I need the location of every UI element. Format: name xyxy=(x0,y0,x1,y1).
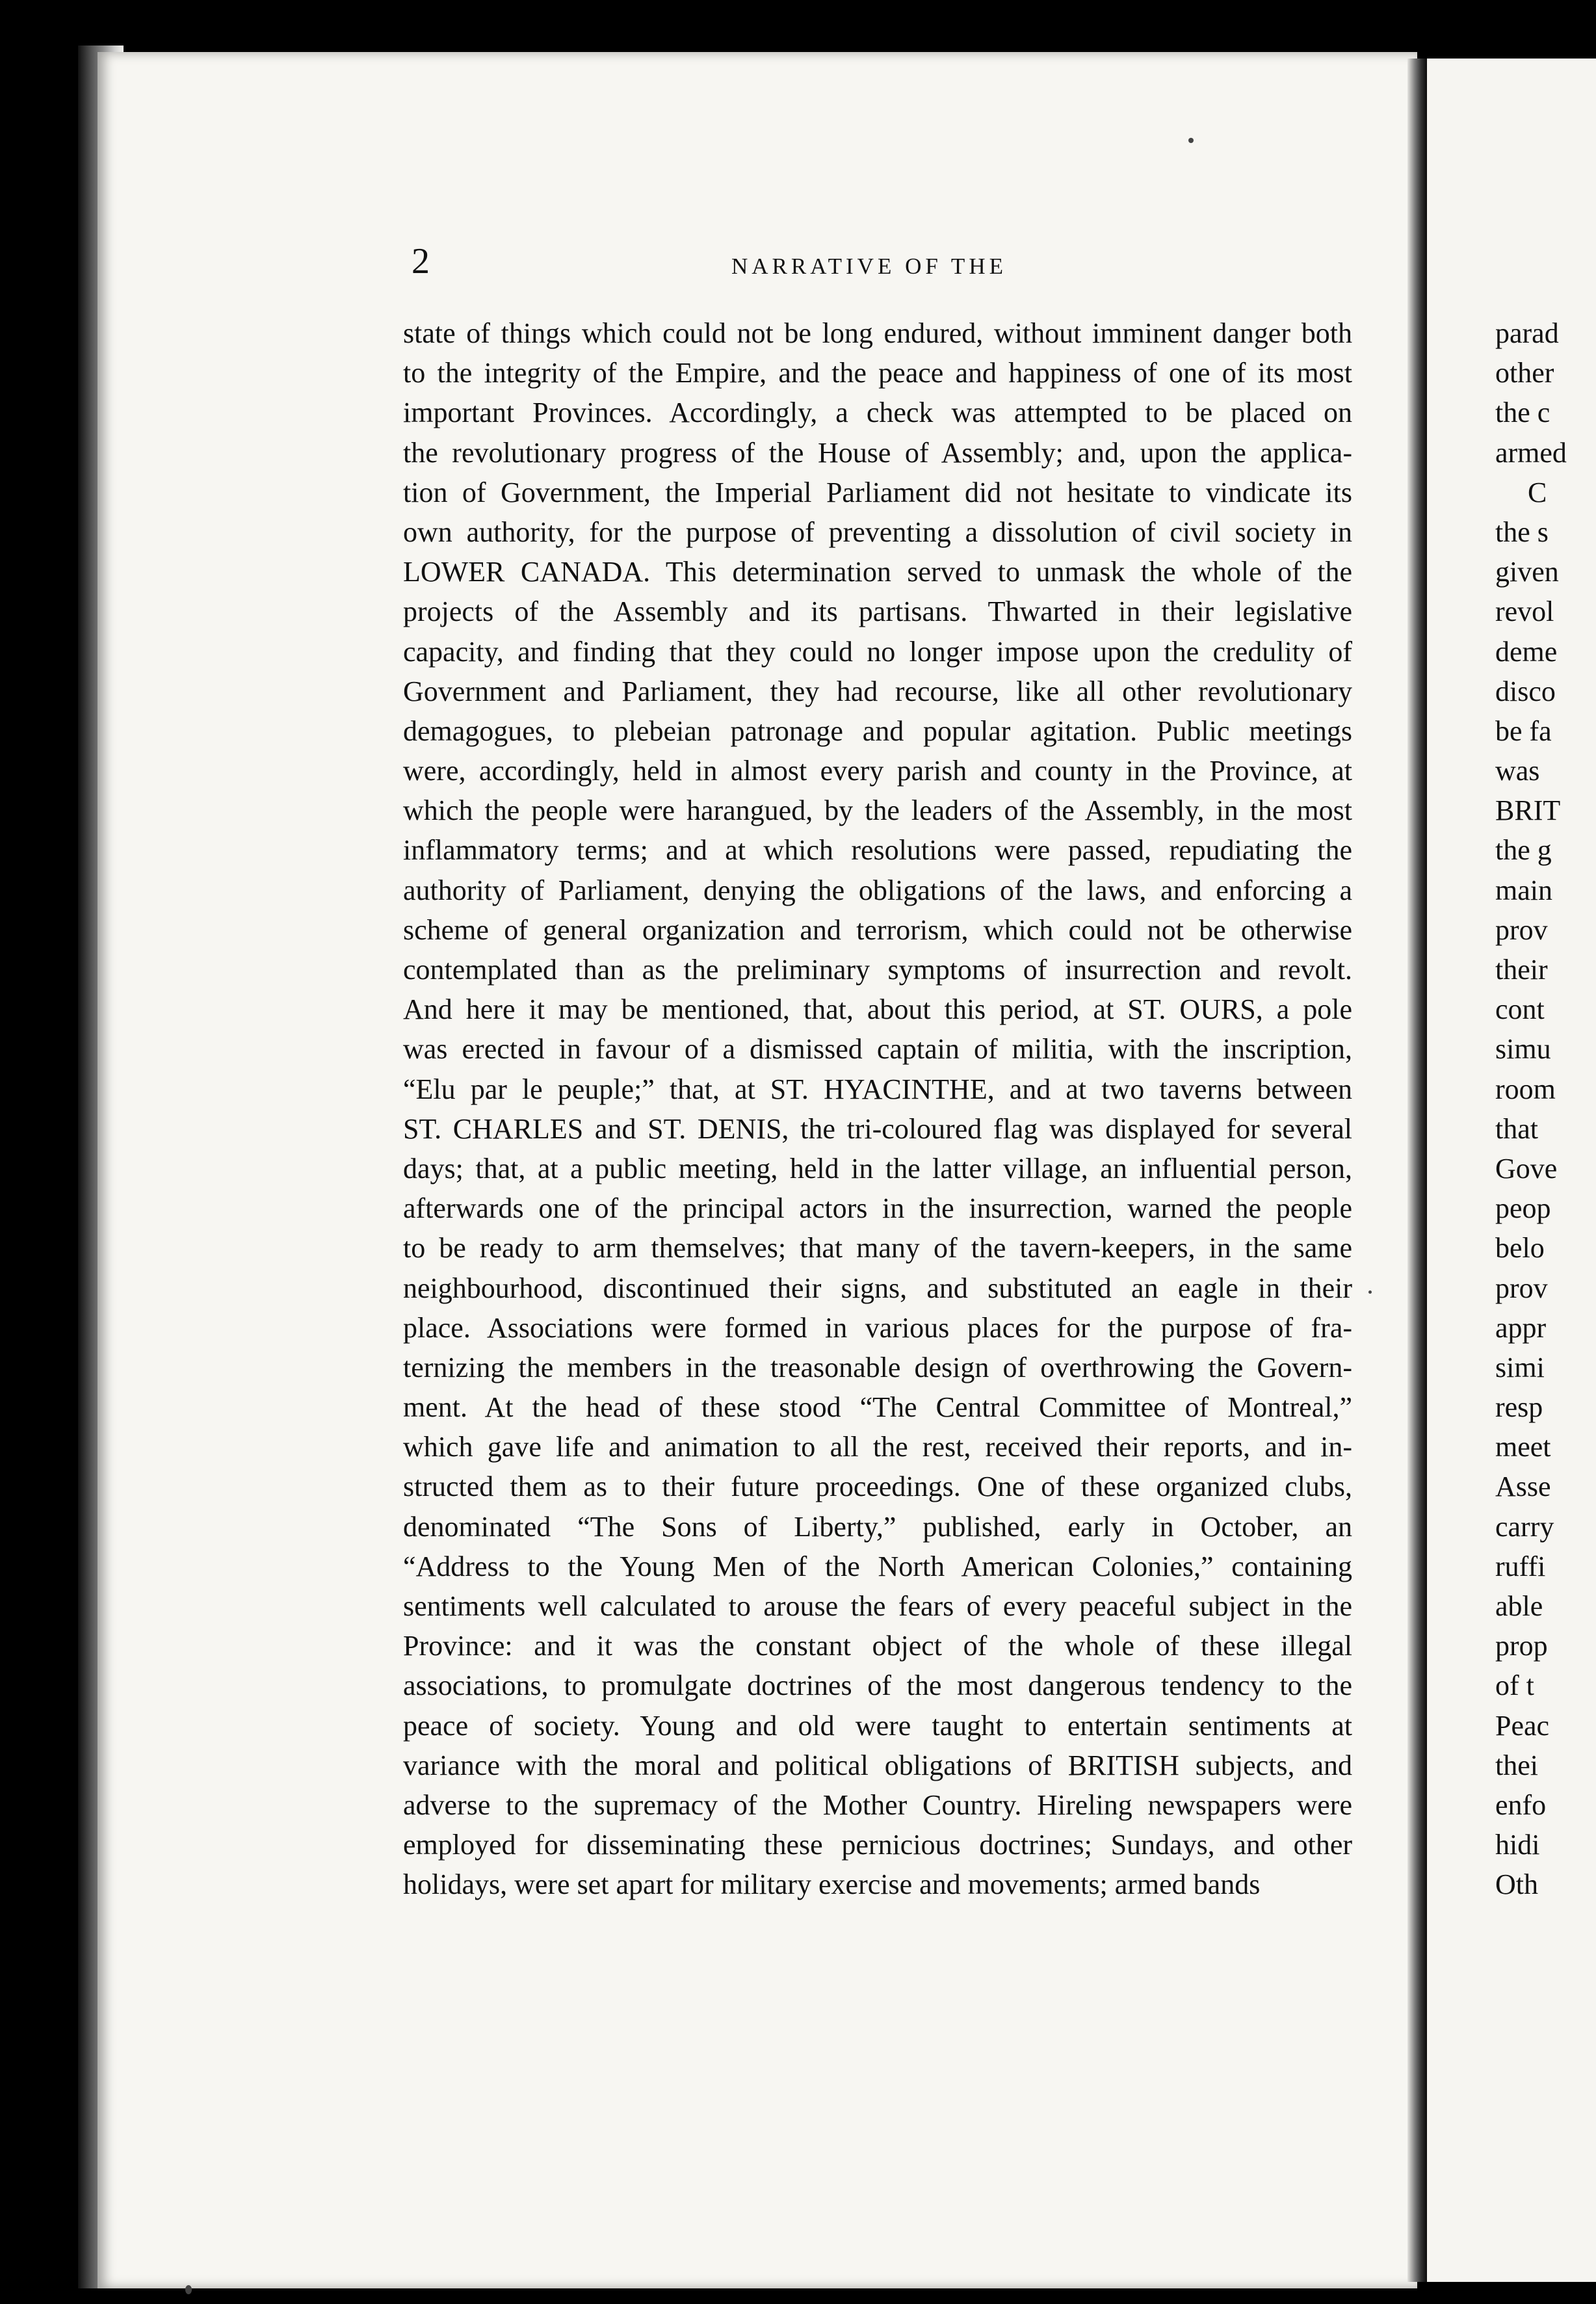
text-line: adverse to the supremacy of the Mother Country. Hireling newspapers were xyxy=(403,1788,1352,1821)
right-page-fragment: simi xyxy=(1495,1351,1545,1383)
right-page-fragment: Oth xyxy=(1495,1868,1538,1901)
right-page-fragment: disco xyxy=(1495,675,1556,707)
text-line: authority of Parliament, denying the obligations of the laws, and enforcing a xyxy=(403,874,1352,906)
text-line: afterwards one of the principal actors in the insurrection, warned the people xyxy=(403,1192,1352,1225)
right-page-fragment: prov xyxy=(1495,913,1548,946)
text-line: Government and Parliament, they had recourse, like all other revolutionary xyxy=(403,675,1352,707)
text-line: capacity, and finding that they could no longer impose upon the credulity of xyxy=(403,635,1352,668)
right-page-fragment: peop xyxy=(1495,1192,1551,1225)
right-page-fragment: main xyxy=(1495,874,1552,906)
right-page-fragment: parad xyxy=(1495,317,1559,349)
text-line: ternizing the members in the treasonable design of overthrowing the Govern- xyxy=(403,1351,1352,1383)
right-page-fragment: Gove xyxy=(1495,1152,1558,1185)
text-line: ment. At the head of these stood “The Central Committee of Montreal,” xyxy=(403,1391,1352,1424)
right-page-fragment: deme xyxy=(1495,635,1558,668)
speck xyxy=(1188,138,1194,143)
right-page-fragment: cont xyxy=(1495,993,1545,1026)
right-page-fragment: Asse xyxy=(1495,1471,1551,1503)
right-page-fragment: was xyxy=(1495,755,1540,787)
right-page-fragment: revol xyxy=(1495,596,1554,628)
text-line: the revolutionary progress of the House of Assembly; and, upon the applica- xyxy=(403,436,1352,469)
right-page-fragment: prop xyxy=(1495,1630,1548,1662)
speck xyxy=(185,2285,192,2294)
text-line: inflammatory terms; and at which resolutions were passed, repudiating the xyxy=(403,834,1352,867)
right-page-fragment: the g xyxy=(1495,834,1552,867)
right-page-fragment: that xyxy=(1495,1112,1538,1145)
text-line: peace of society. Young and old were taught to entertain sentiments at xyxy=(403,1709,1352,1742)
right-page-fragment: able xyxy=(1495,1590,1543,1622)
right-page-fragment: other xyxy=(1495,357,1554,389)
text-line: to be ready to arm themselves; that many of the tavern-keepers, in the same xyxy=(403,1232,1352,1264)
right-page-fragment: belo xyxy=(1495,1232,1545,1264)
text-line: projects of the Assembly and its partisans. Thwarted in their legislative xyxy=(403,596,1352,628)
text-line: which the people were harangued, by the leaders of the Assembly, in the most xyxy=(403,794,1352,827)
right-page-fragment: prov xyxy=(1495,1272,1548,1304)
text-line: holidays, were set apart for military exercise and movements; armed bands xyxy=(403,1868,1261,1901)
right-page-fragment: resp xyxy=(1495,1391,1543,1424)
text-line: neighbourhood, discontinued their signs, and substituted an eagle in their xyxy=(403,1272,1352,1304)
right-page-fragment: simu xyxy=(1495,1033,1551,1066)
text-line: employed for disseminating these pernicious doctrines; Sundays, and other xyxy=(403,1829,1352,1861)
text-line: was erected in favour of a dismissed captain of militia, with the inscription, xyxy=(403,1033,1352,1066)
text-line: ST. CHARLES and ST. DENIS, the tri-coloured flag was displayed for several xyxy=(403,1112,1352,1145)
right-page-fragment: appr xyxy=(1495,1311,1547,1344)
text-line: contemplated than as the preliminary symptoms of insurrection and revolt. xyxy=(403,954,1352,986)
right-page-fragment: BRIT xyxy=(1495,794,1561,827)
right-page-fragment: carry xyxy=(1495,1510,1554,1543)
right-page-fragment: given xyxy=(1495,556,1559,588)
book-gutter xyxy=(1407,59,1427,2282)
right-page-fragment: room xyxy=(1495,1073,1556,1105)
text-line: structed them as to their future proceedings. One of these organized clubs, xyxy=(403,1471,1352,1503)
text-line: own authority, for the purpose of preventing a dissolution of civil society in xyxy=(403,516,1352,548)
right-page-fragment: C xyxy=(1528,476,1547,508)
text-line: “Elu par le peuple;” that, at ST. HYACINTHE, and at two taverns between xyxy=(403,1073,1352,1105)
text-line: sentiments well calculated to arouse the fears of every peaceful subject in the xyxy=(403,1590,1352,1622)
right-page-fragment: of t xyxy=(1495,1669,1534,1702)
right-page-fragment: the c xyxy=(1495,397,1550,429)
text-line: And here it may be mentioned, that, about this period, at ST. OURS, a pole xyxy=(403,993,1352,1026)
text-line: “Address to the Young Men of the North American Colonies,” containing xyxy=(403,1550,1352,1582)
text-line: place. Associations were formed in various places for the purpose of fra- xyxy=(403,1311,1352,1344)
running-head: NARRATIVE OF THE xyxy=(731,254,1007,279)
right-page-fragment: enfo xyxy=(1495,1788,1547,1821)
right-page-fragment: be fa xyxy=(1495,714,1552,747)
right-page-fragment: armed xyxy=(1495,436,1567,469)
text-line: days; that, at a public meeting, held in the latter village, an influential person, xyxy=(403,1152,1352,1185)
text-line: were, accordingly, held in almost every parish and county in the Province, at xyxy=(403,755,1352,787)
text-line: variance with the moral and political obligations of BRITISH subjects, and xyxy=(403,1749,1352,1781)
right-page-body xyxy=(1495,313,1567,1905)
page-number: 2 xyxy=(412,241,430,281)
right-page-fragment: thei xyxy=(1495,1749,1538,1781)
text-line: tion of Government, the Imperial Parliament did not hesitate to vindicate its xyxy=(403,476,1352,508)
text-line: scheme of general organization and terrorism, which could not be otherwise xyxy=(403,913,1352,946)
text-line: to the integrity of the Empire, and the peace and happiness of one of its most xyxy=(403,357,1352,389)
right-page-fragment: ruffi xyxy=(1495,1550,1546,1582)
left-page-body xyxy=(403,313,1352,1905)
right-page-fragment: Peac xyxy=(1495,1709,1550,1742)
text-line: which gave life and animation to all the rest, received their reports, and in- xyxy=(403,1431,1352,1463)
text-line: demagogues, to plebeian patronage and popular agitation. Public meetings xyxy=(403,714,1352,747)
right-page-fragment: their xyxy=(1495,954,1548,986)
text-line: important Provinces. Accordingly, a check was attempted to be placed on xyxy=(403,397,1352,429)
right-page-fragment: hidi xyxy=(1495,1829,1540,1861)
right-page-fragment: the s xyxy=(1495,516,1549,548)
text-line: associations, to promulgate doctrines of the most dangerous tendency to the xyxy=(403,1669,1352,1702)
text-line: denominated “The Sons of Liberty,” published, early in October, an xyxy=(403,1510,1352,1543)
speck xyxy=(1368,1290,1372,1294)
text-line: LOWER CANADA. This determination served to unmask the whole of the xyxy=(403,556,1352,588)
text-line: state of things which could not be long endured, without imminent danger both xyxy=(403,317,1352,349)
right-page-fragment: meet xyxy=(1495,1431,1551,1463)
text-line: Province: and it was the constant object of the whole of these illegal xyxy=(403,1630,1352,1662)
